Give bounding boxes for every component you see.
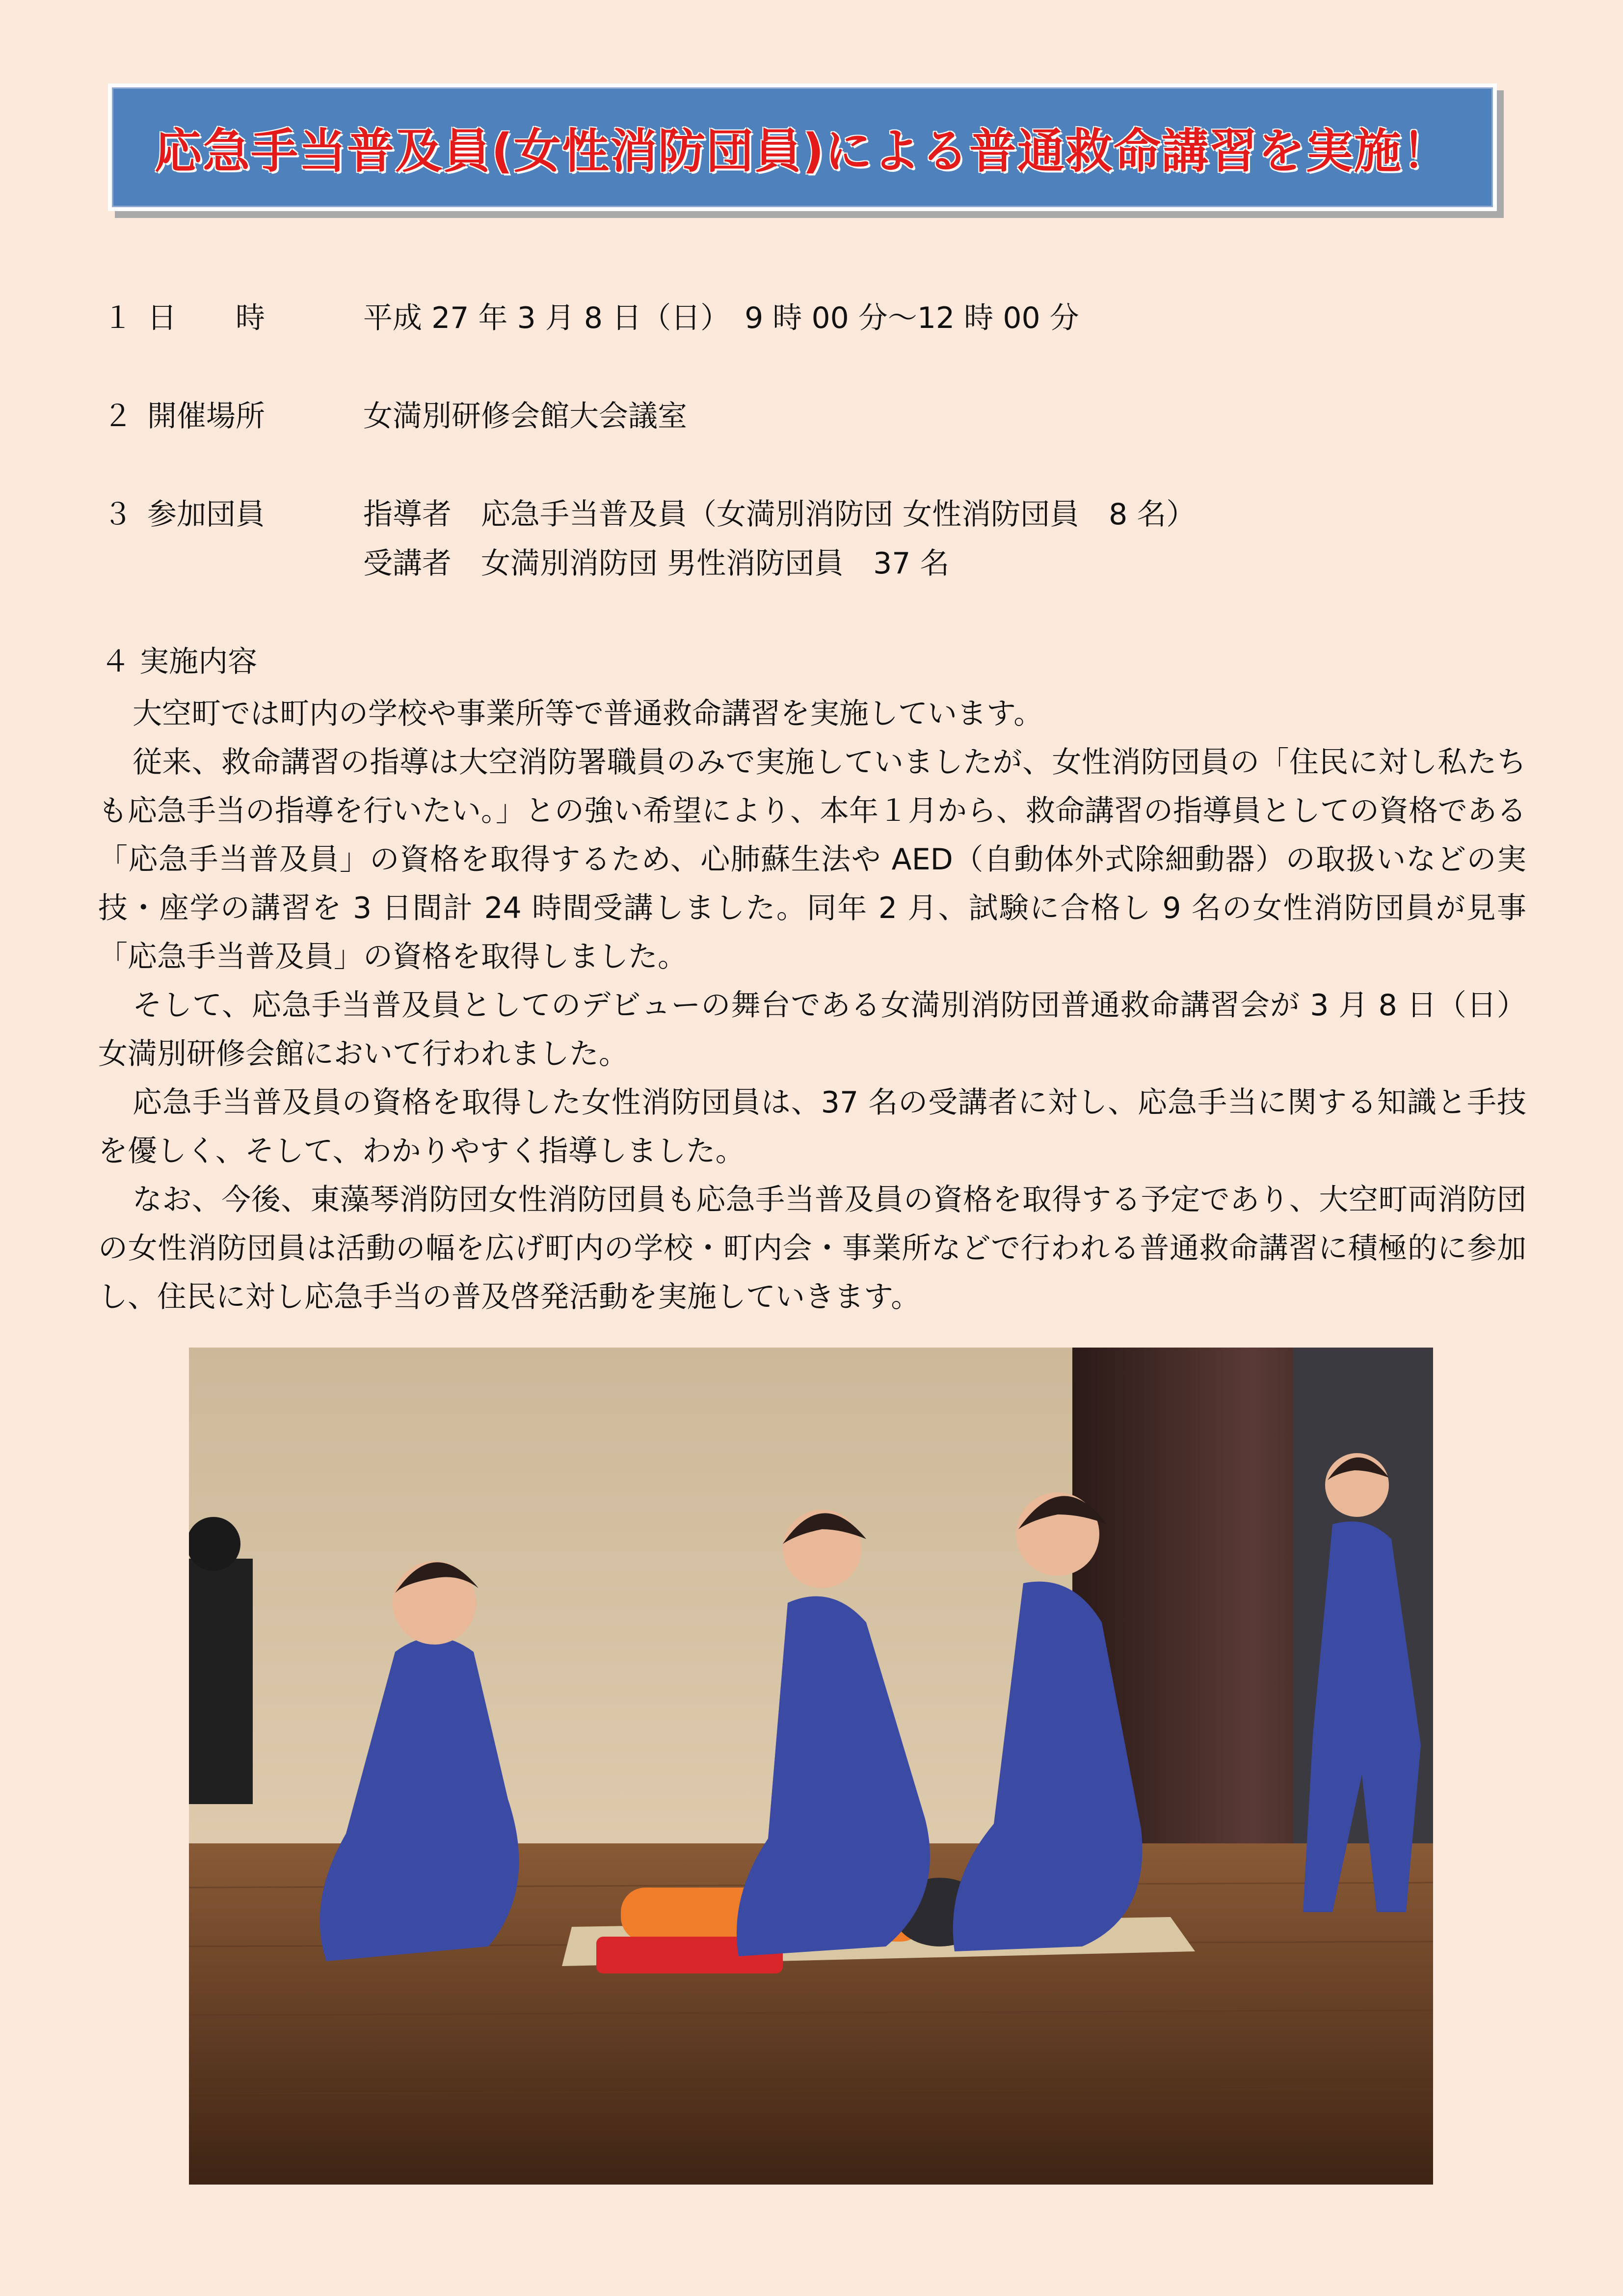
item-value: 平成 27 年 3 月 8 日（日） 9 時 00 分～12 時 00 分 bbox=[363, 301, 1079, 335]
paragraph: 応急手当普及員の資格を取得した女性消防団員は、37 名の受講者に対し、応急手当に関する知識と手技を優しく、そして、わかりやすく指導しました。 bbox=[98, 1085, 1526, 1168]
title-banner bbox=[108, 83, 1497, 211]
item-label: 参加団員 bbox=[147, 497, 265, 532]
paragraph: 従来、救命講習の指導は大空消防署職員のみで実施していましたが、女性消防団員の「住民に対し私たちも応急手当の指導を行いたい。」との強い希望により、本年１月から、救命講習の指導員としての資格である「応急手当普及員」の資格を取得するため、心肺蘇生法や AED（自動体外式除細動器）の取扱いなどの実技・座学の講習を 3 日間計 24 時間受講しました。同年 2 月、試験に合格し 9 名の女性消防団員が見事「応急手当普及員」の資格を取得しました。 bbox=[98, 745, 1526, 974]
paragraph: なお、今後、東藻琴消防団女性消防団員も応急手当普及員の資格を取得する予定であり、大空町両消防団の女性消防団員は活動の幅を広げ町内の学校・町内会・事業所などで行われる普通救命講習に積極的に参加し、住民に対し応急手当の普及啓発活動を実施していきます。 bbox=[98, 1183, 1526, 1314]
training-photo bbox=[189, 1348, 1433, 2185]
item-value: 女満別研修会館大会議室 bbox=[363, 399, 687, 433]
item-label: 日 時 bbox=[147, 301, 265, 335]
item-label: 開催場所 bbox=[147, 399, 265, 433]
item-number: １ bbox=[103, 301, 133, 335]
item-number: ２ bbox=[103, 399, 133, 433]
paragraph: 大空町では町内の学校や事業所等で普通救命講習を実施しています。 bbox=[133, 697, 1043, 731]
item-value-instructors: 指導者 応急手当普及員（女満別消防団 女性消防団員 8 名） bbox=[363, 497, 1196, 532]
item-number: ３ bbox=[103, 497, 133, 532]
paragraph: そして、応急手当普及員としてのデビューの舞台である女満別消防団普通救命講習会が 3 月 8 日（日）女満別研修会館において行われました。 bbox=[98, 988, 1526, 1071]
page-title: 応急手当普及員(女性消防団員)による普通救命講習を実施！ bbox=[155, 123, 1450, 179]
section-body bbox=[98, 690, 1526, 1322]
section-4-heading: ４ 実施内容 bbox=[101, 645, 258, 679]
item-value-trainees: 受講者 女満別消防団 男性消防団員 37 名 bbox=[363, 546, 950, 581]
